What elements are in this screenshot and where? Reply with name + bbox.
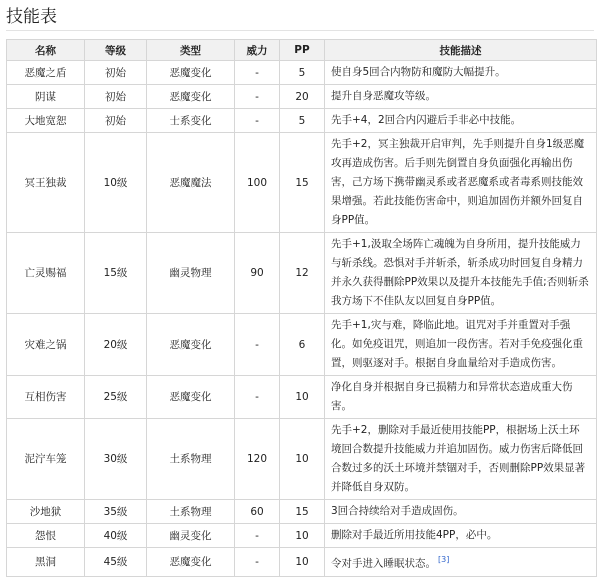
header-type: 类型 [147, 40, 235, 61]
skill-type: 恶魔变化 [147, 85, 235, 109]
skill-description: 先手+1,灾与难，降临此地。诅咒对手并重置对手强化。如免疫诅咒，则追加一段伤害。若对手免疫强化重置，则驱逐对手。根据自身血量给对手造成伤害。 [325, 314, 597, 376]
skill-power: 90 [235, 233, 280, 314]
skill-level: 20级 [85, 314, 147, 376]
skill-description: 删除对手最近所用技能4PP，必中。 [325, 524, 597, 548]
table-row [7, 548, 597, 577]
skill-description: 先手+2，冥主独裁开启审判，先手则提升自身1级恶魔攻再造成伤害。后手则先倒置自身负面强化再输出伤害，己方场下携带幽灵系或者恶魔系或者毒系则技能效果增强。若此技能伤害命中，则追加固伤并额外回复自身PP值。 [325, 133, 597, 233]
skill-level: 35级 [85, 500, 147, 524]
skill-name: 互相伤害 [7, 376, 85, 419]
skill-level: 10级 [85, 133, 147, 233]
skill-pp: 15 [280, 133, 325, 233]
skill-pp: 6 [280, 314, 325, 376]
table-row [7, 419, 597, 500]
skill-level: 45级 [85, 548, 147, 577]
skill-type: 恶魔魔法 [147, 133, 235, 233]
skill-level: 初始 [85, 109, 147, 133]
skill-type: 士系变化 [147, 109, 235, 133]
skill-name: 沙地狱 [7, 500, 85, 524]
table-row [7, 133, 597, 233]
skill-pp: 10 [280, 524, 325, 548]
skill-name: 亡灵赐福 [7, 233, 85, 314]
skill-description: 先手+1,汲取全场阵亡魂魄为自身所用，提升技能威力与斩杀线。恐惧对手并斩杀，斩杀成功时回复自身精力并永久获得删除PP效果以及提升本技能先手值;否则斩杀我方场下不佳队友以回复自身PP值。 [325, 233, 597, 314]
section-title: 技能表 [6, 4, 594, 31]
skill-power: - [235, 548, 280, 577]
skill-pp: 12 [280, 233, 325, 314]
header-description: 技能描述 [325, 40, 597, 61]
skill-pp: 10 [280, 548, 325, 577]
skill-name: 泥泞车笼 [7, 419, 85, 500]
skill-level: 30级 [85, 419, 147, 500]
skill-name: 冥王独裁 [7, 133, 85, 233]
skill-power: - [235, 314, 280, 376]
skill-power: 60 [235, 500, 280, 524]
skill-type: 恶魔变化 [147, 548, 235, 577]
skill-type: 土系物理 [147, 500, 235, 524]
skill-description-cell [325, 548, 597, 577]
skill-power: - [235, 524, 280, 548]
skill-description: 先手+2，删除对手最近使用技能PP，根据场上沃土环境回合数提升技能威力并追加固伤。威力伤害后降低回合数过多的沃土环境并禁锢对手，否则删除PP效果显著并降低自身双防。 [325, 419, 597, 500]
header-name: 名称 [7, 40, 85, 61]
skill-name: 阴谋 [7, 85, 85, 109]
skill-pp: 10 [280, 419, 325, 500]
skill-type: 恶魔变化 [147, 61, 235, 85]
skill-name: 怨恨 [7, 524, 85, 548]
skill-name: 黑洞 [7, 548, 85, 577]
skill-level: 15级 [85, 233, 147, 314]
skill-pp: 5 [280, 109, 325, 133]
skill-description: 提升自身恶魔攻等级。 [325, 85, 597, 109]
skill-power: - [235, 61, 280, 85]
skill-type: 土系物理 [147, 419, 235, 500]
header-row [7, 40, 597, 61]
table-row [7, 61, 597, 85]
table-row [7, 524, 597, 548]
table-row [7, 233, 597, 314]
skill-table [6, 39, 597, 577]
skill-pp: 15 [280, 500, 325, 524]
skill-description: 先手+4，2回合内闪避后手非必中技能。 [325, 109, 597, 133]
footnote-reference-link[interactable]: [3] [438, 555, 450, 564]
skill-name: 大地宽恕 [7, 109, 85, 133]
skill-power: - [235, 85, 280, 109]
skill-level: 初始 [85, 85, 147, 109]
skill-description: 3回合持续给对手造成固伤。 [325, 500, 597, 524]
table-row [7, 314, 597, 376]
skill-level: 40级 [85, 524, 147, 548]
skill-description: 使自身5回合内物防和魔防大幅提升。 [325, 61, 597, 85]
skill-type: 恶魔变化 [147, 314, 235, 376]
skill-type: 幽灵物理 [147, 233, 235, 314]
table-row [7, 500, 597, 524]
skill-description: 令对手进入睡眠状态。 [331, 557, 436, 570]
table-row [7, 376, 597, 419]
skill-pp: 10 [280, 376, 325, 419]
skill-power: - [235, 109, 280, 133]
skill-type: 幽灵变化 [147, 524, 235, 548]
skill-pp: 20 [280, 85, 325, 109]
skill-power: 100 [235, 133, 280, 233]
skill-name: 灾难之锅 [7, 314, 85, 376]
header-pp: PP [280, 40, 325, 61]
skill-description: 净化自身并根据自身已损精力和异常状态造成重大伤害。 [325, 376, 597, 419]
header-level: 等级 [85, 40, 147, 61]
skill-name: 恶魔之盾 [7, 61, 85, 85]
table-row [7, 85, 597, 109]
table-row [7, 109, 597, 133]
skill-pp: 5 [280, 61, 325, 85]
skill-power: - [235, 376, 280, 419]
skill-power: 120 [235, 419, 280, 500]
skill-level: 25级 [85, 376, 147, 419]
skill-type: 恶魔变化 [147, 376, 235, 419]
header-power: 威力 [235, 40, 280, 61]
skill-level: 初始 [85, 61, 147, 85]
